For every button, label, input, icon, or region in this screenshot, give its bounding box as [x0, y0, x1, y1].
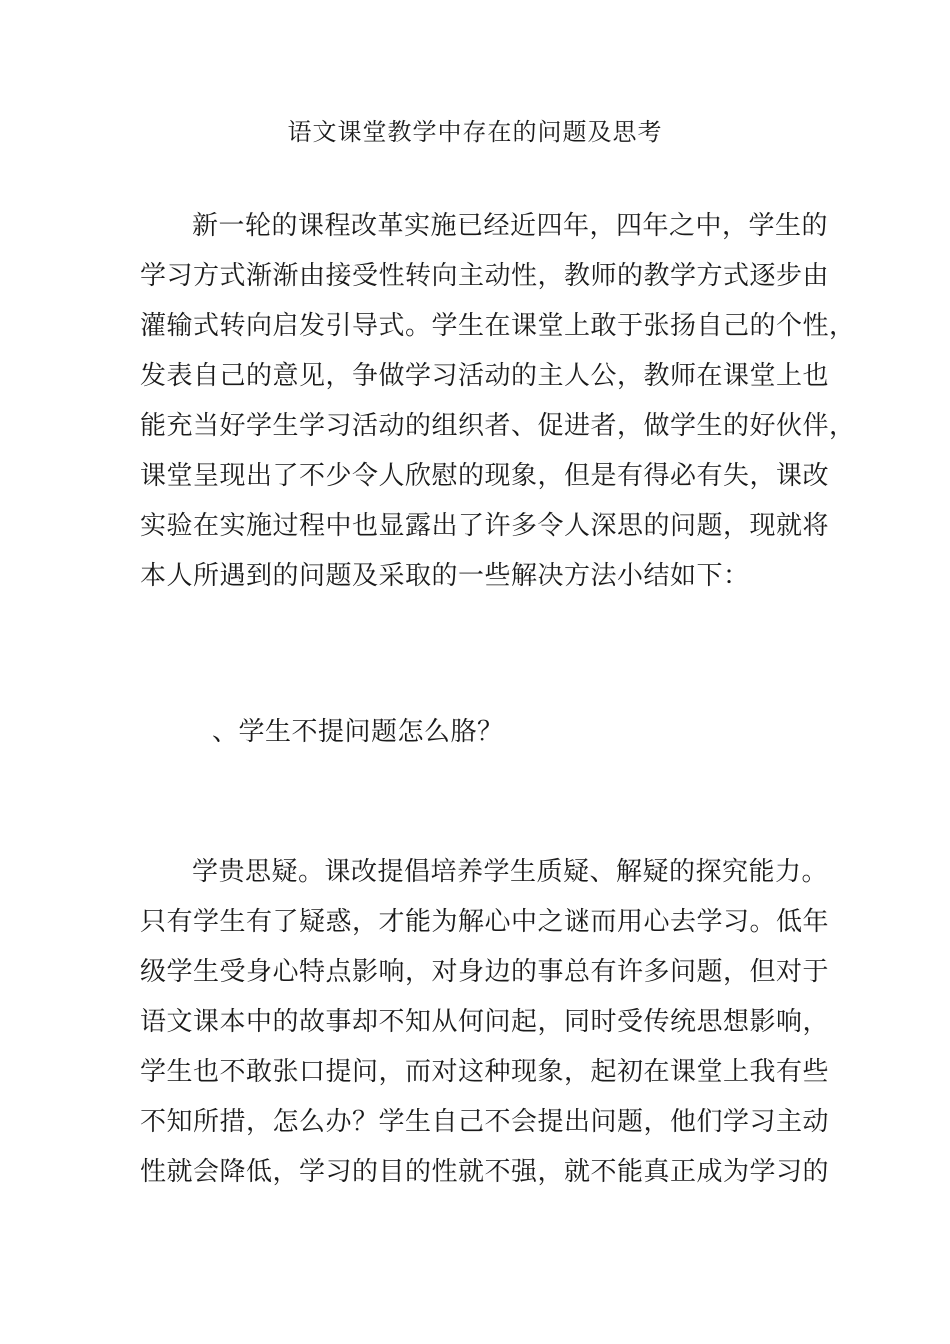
- paragraph-2-line-6: 不知所措，怎么办？学生自己不会提出问题，他们学习主动: [140, 1107, 830, 1137]
- paragraph-2-line-2: 只有学生有了疑惑，才能为解心中之谜而用心去学习。低年: [140, 907, 830, 937]
- paragraph-1-line-4: 发表自己的意见，争做学习活动的主人公，教师在课堂上也: [140, 361, 830, 391]
- paragraph-2-line-7: 性就会降低，学习的目的性就不强，就不能真正成为学习的: [140, 1157, 830, 1187]
- paragraph-1-line-2: 学习方式渐渐由接受性转向主动性，教师的教学方式逐步由: [140, 261, 830, 291]
- paragraph-1-line-6: 课堂呈现出了不少令人欣慰的现象，但是有得必有失，课改: [140, 461, 830, 491]
- paragraph-2-line-3: 级学生受身心特点影响，对身边的事总有许多问题，但对于: [140, 957, 830, 987]
- paragraph-1-line-3: 灌输式转向启发引导式。学生在课堂上敢于张扬自己的个性，: [140, 311, 856, 341]
- paragraph-1-line-8: 本人所遇到的问题及采取的一些解决方法小结如下：: [140, 561, 750, 591]
- section-heading: 、学生不提问题怎么胳？: [212, 717, 504, 747]
- document-title: 语文课堂教学中存在的问题及思考: [287, 118, 663, 146]
- paragraph-1-line-5: 能充当好学生学习活动的组织者、促进者，做学生的好伙伴，: [140, 411, 856, 441]
- paragraph-1-line-7: 实验在实施过程中也显露出了许多令人深思的问题，现就将: [140, 511, 830, 541]
- paragraph-2-line-5: 学生也不敢张口提问，而对这种现象，起初在课堂上我有些: [140, 1057, 830, 1087]
- paragraph-2-line-1: 学贵思疑。课改提倡培养学生质疑、解疑的探究能力。: [192, 857, 829, 887]
- paragraph-1-line-1: 新一轮的课程改革实施已经近四年，四年之中，学生的: [192, 211, 829, 241]
- paragraph-2-line-4: 语文课本中的故事却不知从何问起，同时受传统思想影响，: [140, 1007, 830, 1037]
